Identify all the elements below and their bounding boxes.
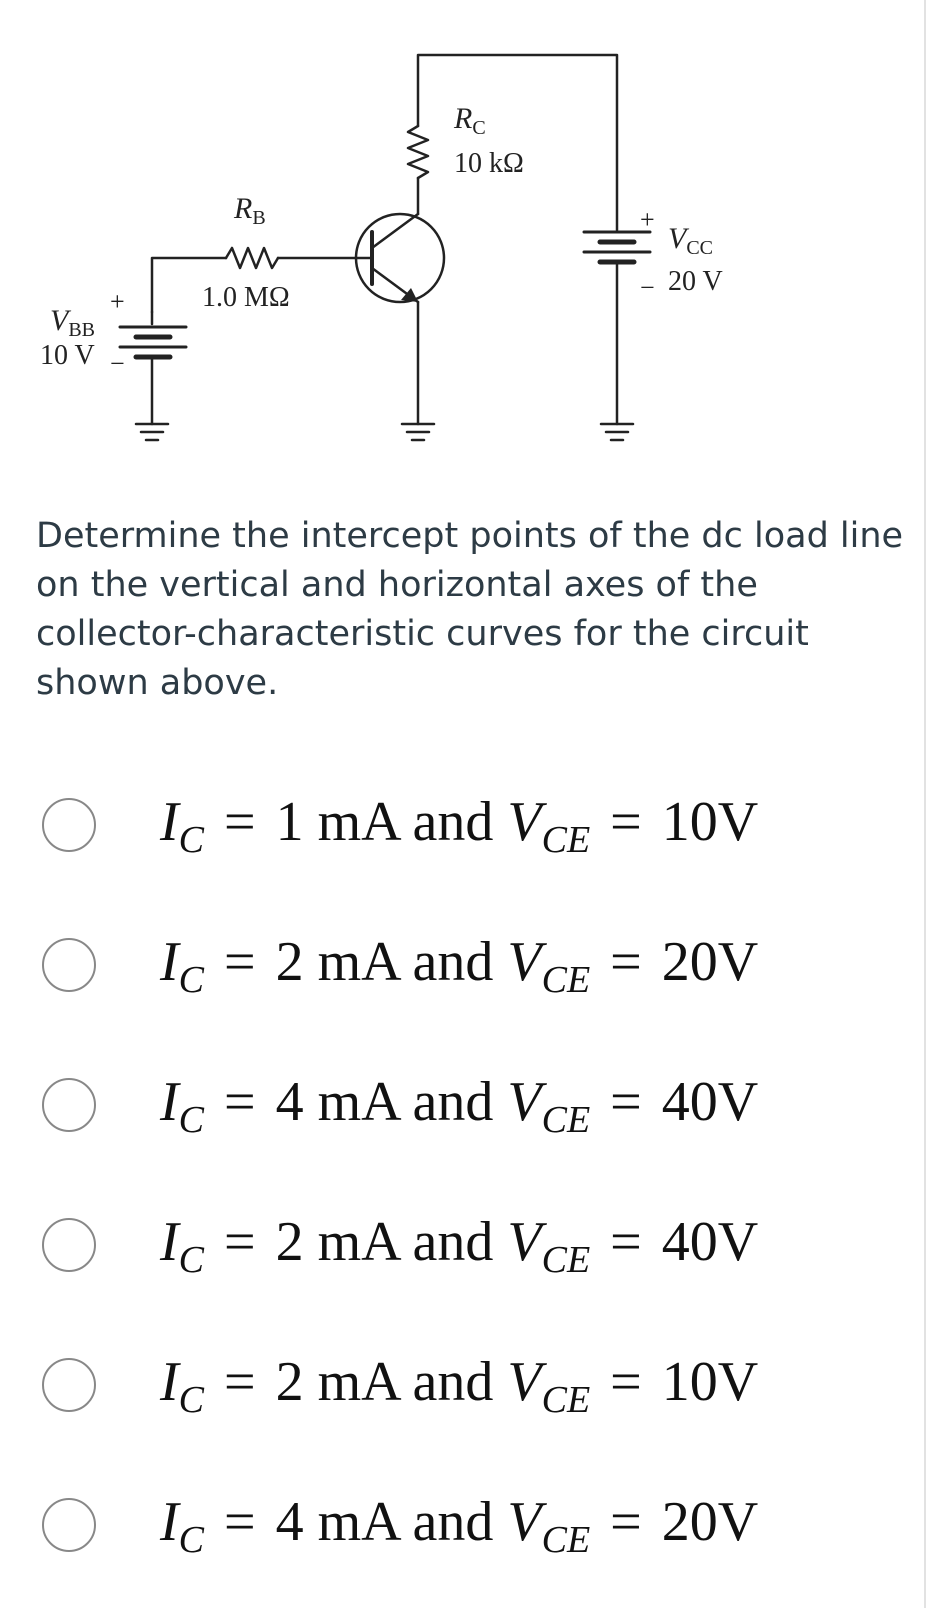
option-math: $I_C = 4$ mA and $V_{CE} = 20V$: [160, 1491, 759, 1561]
radio-button[interactable]: [42, 938, 96, 992]
rb-label: $R_B$: [234, 192, 266, 229]
vbb-label: $V_{BB}$: [50, 304, 96, 341]
vbb-minus: −: [110, 349, 125, 378]
option-math: $I_C = 2$ mA and $V_{CE} = 40V$: [160, 1211, 759, 1281]
answer-option-6[interactable]: [0, 1478, 924, 1588]
vbb-plus: +: [110, 287, 125, 316]
vcc-minus: −: [640, 273, 655, 302]
vcc-plus: +: [640, 205, 655, 234]
option-math: $I_C = 4$ mA and $V_{CE} = 40V$: [160, 1071, 759, 1141]
radio-button[interactable]: [42, 1498, 96, 1552]
option-math: $I_C = 2$ mA and $V_{CE} = 10V$: [160, 1351, 759, 1421]
answer-option-5[interactable]: [0, 1338, 924, 1448]
vbb-value: 10 V: [40, 340, 95, 371]
rc-resistor: [408, 126, 428, 178]
radio-button[interactable]: [42, 1218, 96, 1272]
rc-label: $R_C$: [454, 102, 486, 139]
radio-button[interactable]: [42, 1078, 96, 1132]
answer-option-3[interactable]: [0, 1058, 924, 1168]
radio-button[interactable]: [42, 798, 96, 852]
rb-value: 1.0 MΩ: [202, 282, 290, 313]
answer-option-1[interactable]: [0, 778, 924, 888]
option-math: $I_C = 2$ mA and $V_{CE} = 20V$: [160, 931, 759, 1001]
radio-button[interactable]: [42, 1358, 96, 1412]
rc-value: 10 kΩ: [454, 148, 524, 179]
option-math: $I_C = 1$ mA and $V_{CE} = 10V$: [160, 791, 759, 861]
answer-option-2[interactable]: [0, 918, 924, 1028]
answer-option-4[interactable]: [0, 1198, 924, 1308]
circuit-diagram: [0, 0, 928, 470]
top-wire: [418, 55, 617, 230]
vcc-value: 20 V: [668, 266, 723, 297]
vcc-label: $V_{CC}$: [668, 222, 714, 259]
question-text: Determine the intercept points of the dc load line on the vertical and horizontal axes of the collector-characteristic curves for the circuit shown above.: [36, 516, 904, 703]
rb-resistor: [226, 248, 278, 268]
